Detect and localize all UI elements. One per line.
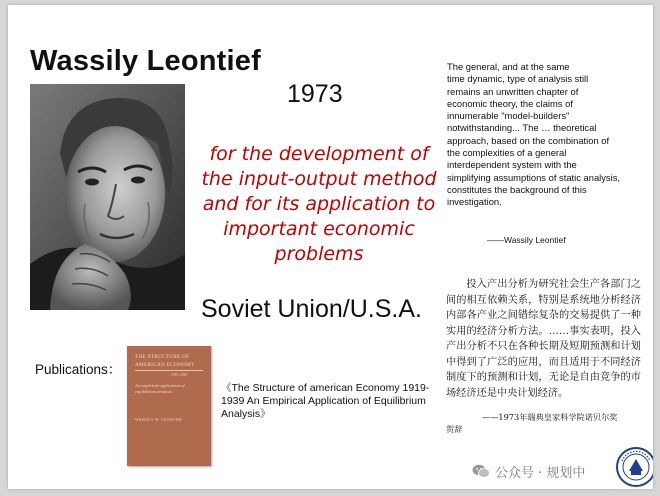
portrait-illustration: [30, 84, 185, 310]
book-cover: [127, 346, 211, 466]
book-cover-years: 1919–1929: [171, 373, 188, 377]
quote-line: notwithstanding... The … theoretical: [447, 122, 597, 134]
award-year: 1973: [287, 80, 343, 108]
chinese-quote: 投入产出分析为研究社会生产各部门之间的相互依赖关系，特别是系统地分析经济内部各产业之间错综复杂的交易提供了一种实用的经济分析方法。……事实表明，投入产出分析不只在各种长期及短期预测和计划中得到了广泛的应用，而且适用于不同经济制度下的预测和计划，无论是自由竞争的市场经济还是中央计划经济。: [446, 279, 641, 399]
quote-line: innumerable "model-builders": [447, 110, 570, 122]
english-quote-attribution: ——Wassily Leontief: [487, 235, 566, 245]
university-seal-icon: [616, 447, 653, 487]
english-quote: [447, 61, 640, 209]
book-cover-line1: THE STRUCTURE OF: [135, 354, 190, 360]
quote-line: the complexities of a general: [447, 147, 567, 159]
book-cover-subtitle: An empirical application of equilibrium analysis: [135, 383, 185, 394]
watermark: [472, 462, 585, 481]
book-cover-line2: AMERICAN ECONOMY: [135, 362, 195, 368]
quote-line: remains an unwritten chapter of: [447, 85, 579, 97]
quote-line: The general, and at the same: [447, 61, 570, 72]
slide: [8, 5, 653, 489]
quote-line: time dynamic, type of analysis still: [447, 73, 589, 85]
publication-title: 《The Structure of american Economy 1919-1939 An Empirical Application of Equilibrium Analysis》: [221, 382, 430, 420]
book-cover-author: WASSILY W. LEONTIEF: [135, 418, 183, 422]
quote-line: investigation.: [447, 196, 502, 208]
wechat-icon: [472, 464, 490, 479]
book-cover-rule: [135, 370, 203, 371]
quote-line: economic theory, the claims of: [447, 97, 573, 109]
attribution-line-2: 贺辞: [446, 424, 463, 434]
publications-label: Publications：: [35, 362, 122, 377]
laureate-country: Soviet Union/U.S.A.: [201, 295, 422, 323]
quote-line: interdependent system with the: [447, 159, 577, 171]
watermark-text: 公众号 · 规划中: [495, 466, 586, 481]
portrait-photo: [30, 84, 185, 310]
quote-line: constitutes the background of this: [447, 183, 587, 195]
attribution-line-1: ——1973年瑞典皇家科学院诺贝尔奖: [482, 412, 618, 422]
laureate-name: Wassily Leontief: [30, 45, 261, 77]
prize-motivation: for the development of the input-output method and for its application to important economic problems: [201, 143, 437, 265]
chinese-quote-attribution: [446, 411, 641, 435]
quote-line: simplifying assumptions of static analysis,: [447, 171, 620, 183]
quote-line: approach, based on the combination of: [447, 134, 610, 146]
